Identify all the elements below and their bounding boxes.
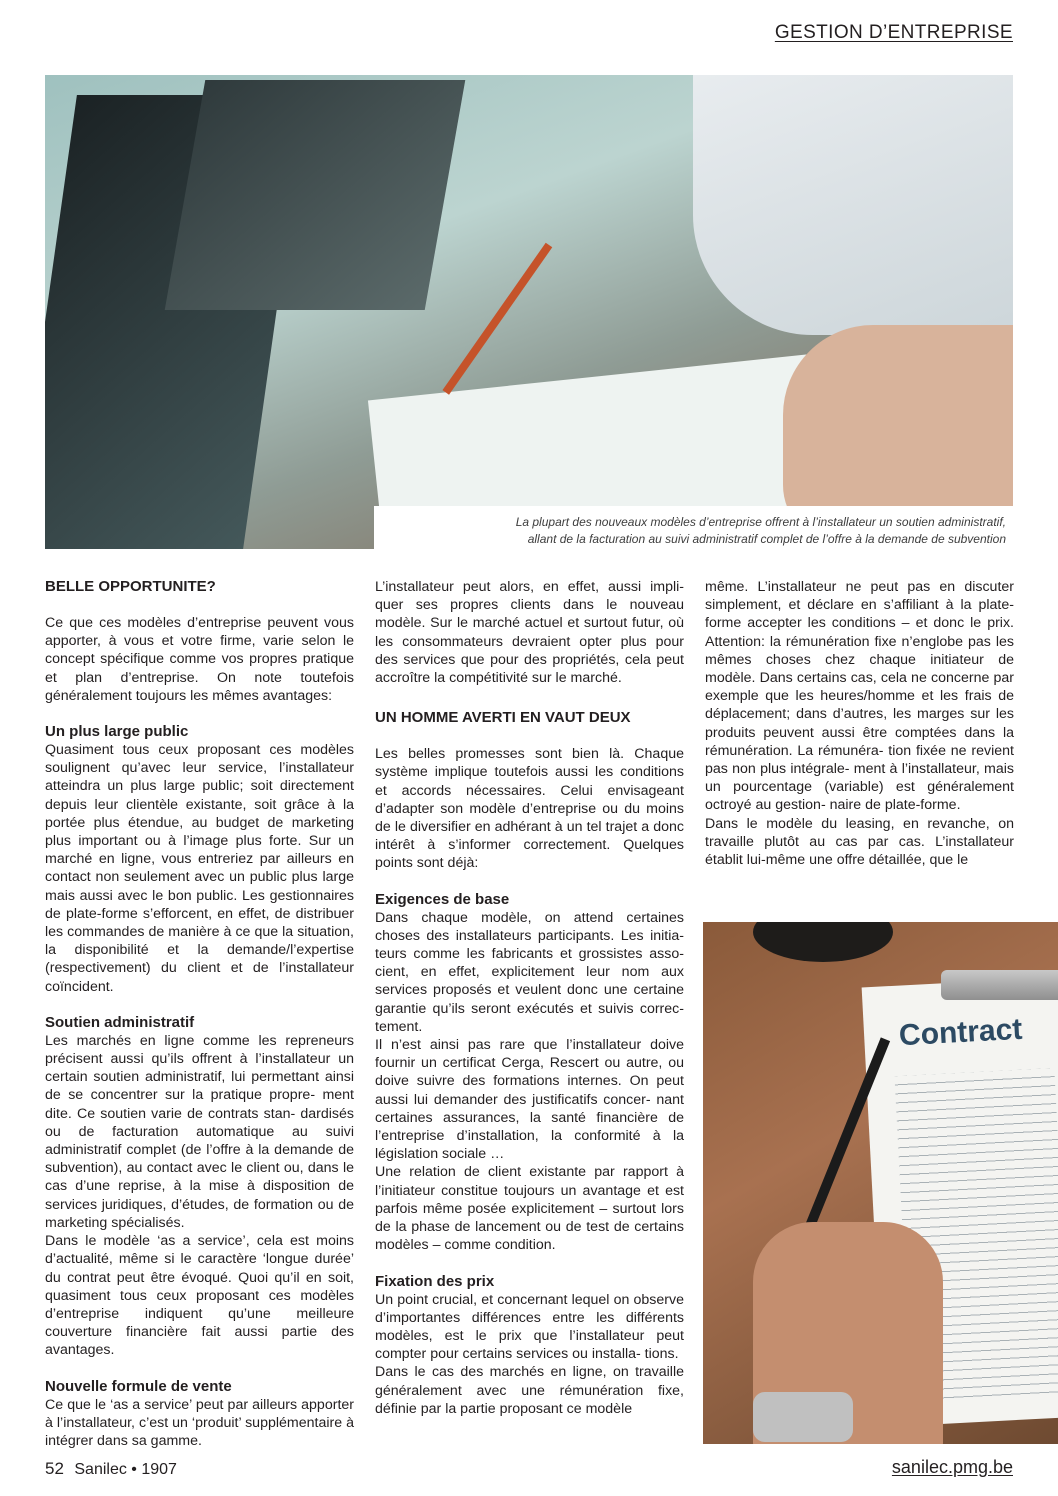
subheading-plus-large-public: Un plus large public	[45, 723, 189, 741]
paragraph: Les marchés en ligne comme les repreneurs précisent aussi qu’ils offrent à l’installateur un certain soutien administratif, lui permettant ainsi de se concentrer sur la pratique propre- ment dite. Ce soutien varie de contrats stan- dardisés ou de facturation automatique au suivi administratif complet (de l’offre à la demande de subvention), au contact avec le client ou, dans le cas d’une reprise, à la mise à disposition de services juridiques, d’études, de formation ou de marketing spécialisés.	[45, 1032, 354, 1231]
column-1	[45, 578, 354, 1450]
clipboard-clip-image	[941, 970, 1058, 1000]
hero-caption	[386, 514, 1006, 548]
page-number: 52	[45, 1459, 64, 1478]
paragraph: L’installateur peut alors, en effet, aussi impli- quer ses propres clients dans le nouveau modèle. Sur le marché actuel et surtout futur, où les consommateurs devraient opter plus pour des services que pour des propriétés, cela peut accroître la compétitivité sur le marché.	[375, 579, 684, 687]
hero-caption-box	[374, 506, 1013, 550]
coffee-cup-image	[753, 922, 893, 962]
paragraph: Quasiment tous ceux proposant ces modèles soulignent qu’avec leur service, l’installateur atteindra un plus large public; soit directement depuis leur clientèle existante, soit grâce à la portée plus étendue, au budget de marketing plus important ou à l’image plus forte. Sur un marché en ligne, vous entreriez par ailleurs en contact non seulement avec un public plus large mais aussi avec le bon public. Les gestionnaires de plate-forme s’efforcent, en effet, de distribuer les commandes de manière à ce que la situation, la disponibilité et la demande/l’expertise (respectivement) du client et de l’installateur coïncident.	[45, 742, 354, 995]
paragraph: Dans chaque modèle, on attend certaines choses des installateurs participants. Les initia- teurs comme les fabricants et grossistes asso- cient, en effet, explicitement leur nom aux services proposés et veulent donc une certaine garantie qu’ils seront exécutés et suivis correc- tement.	[375, 909, 684, 1035]
hero-photo	[45, 75, 1013, 549]
subheading-exigences-de-base: Exigences de base	[375, 890, 510, 908]
hero-caption-line1: La plupart des nouveaux modèles d’entreprise offrent à l’installateur un soutien administratif,	[515, 515, 1006, 529]
paragraph: Dans le modèle ‘as a service’, cela est moins d’actualité, même si le caractère ‘longue durée’ du contrat peut être évoqué. Quoi qu’il en soit, quasiment tous ceux proposant ces modèles d’entreprise indiquent qu’une meilleure couverture financière fait aussi partie des avantages.	[45, 1233, 354, 1359]
paragraph: Un point crucial, et concernant lequel on observe d’importantes différences entre les différents modèles, est le prix que l’installateur peut compter pour certains services ou installa- tions.	[375, 1291, 684, 1363]
paragraph: Il n’est ainsi pas rare que l’installateur doive fournir un certificat Cerga, Rescert ou autre, ou doive suivre des formations internes. On peut aussi lui demander des justificatifs concer- nant certaines assurances, la santé financière de l’entreprise d’installation, la conformité à la législation sociale …	[375, 1037, 684, 1163]
contract-photo	[703, 922, 1058, 1444]
paragraph: Dans le cas des marchés en ligne, on travaille généralement avec une rémunération fixe, définie par la partie proposant ce modèle	[375, 1364, 684, 1417]
footer-left	[45, 1459, 177, 1479]
watch-image	[753, 1392, 853, 1442]
paragraph: Les belles promesses sont bien là. Chaque système implique toutefois aussi les conditions et accords nécessaires. Celui envisageant d’adapter son modèle d’entreprise ou du moins de le diversifier en adhérant à un tel trajet a donc intérêt à s’informer correctement. Quelques points sont déjà:	[375, 746, 684, 872]
pencil-image	[442, 243, 552, 395]
paragraph: Une relation de client existante par rapport à l’initiateur constitue toujours un avantage et est parfois même posée explicitement – surtout lors de la phase de lancement ou de test de certains modèles – comme condition.	[375, 1164, 684, 1254]
subheading-soutien-administratif: Soutien administratif	[45, 1013, 195, 1031]
column-3	[705, 578, 1014, 869]
paragraph: Dans le modèle du leasing, en revanche, on travaille plutôt au cas par cas. L’installateur établit lui-même une offre détaillée, que le	[705, 815, 1014, 869]
heading-homme-averti: UN HOMME AVERTI EN VAUT DEUX	[375, 709, 631, 727]
subheading-nouvelle-formule: Nouvelle formule de vente	[45, 1377, 232, 1395]
publication-name: Sanilec • 1907	[74, 1461, 177, 1478]
website-link[interactable]: sanilec.pmg.be	[891, 1457, 1013, 1477]
paragraph: Ce que le ‘as a service’ peut par ailleurs apporter à l’installateur, c’est un ‘produit’ supplémentaire à intégrer dans sa gamme.	[45, 1396, 354, 1449]
section-header: GESTION D’ENTREPRISE	[774, 22, 1013, 43]
contract-sheet-title: Contract	[898, 1012, 1024, 1053]
laptop-image-back	[165, 80, 466, 310]
paragraph: Ce que ces modèles d’entreprise peuvent vous apporter, à vous et votre firme, varie selon le concept spécifique comme vos propres pratique et plan d’entreprise. On note toutefois généralement toujours les mêmes avantages:	[45, 615, 354, 704]
hero-caption-line2: allant de la facturation au suivi administratif complet de l’offre à la demande de subvention	[527, 532, 1006, 546]
shirt-image	[693, 75, 1013, 335]
subheading-fixation-des-prix: Fixation des prix	[375, 1272, 495, 1290]
column-2	[375, 578, 684, 1418]
paragraph: même. L’installateur ne peut pas en discuter simplement, et déclare en s’affiliant à la plate- forme accepter les conditions – et donc le prix. Attention: la rémunération fixe n’englobe pas les mêmes choses chez chaque initiateur de modèle. Dans certains cas, cela ne concerne par exemple que les heures/homme et les frais de déplacement; dans d’autres, les marges sur les produits peuvent aussi être comptées dans la rémunération. La rémunéra- tion fixée ne revient pas non plus intégrale- ment à l’installateur, mais un pourcentage (variable) est généralement octroyé au gestion- naire de plate-forme.	[705, 579, 1014, 814]
heading-belle-opportunite: BELLE OPPORTUNITE?	[45, 578, 216, 595]
